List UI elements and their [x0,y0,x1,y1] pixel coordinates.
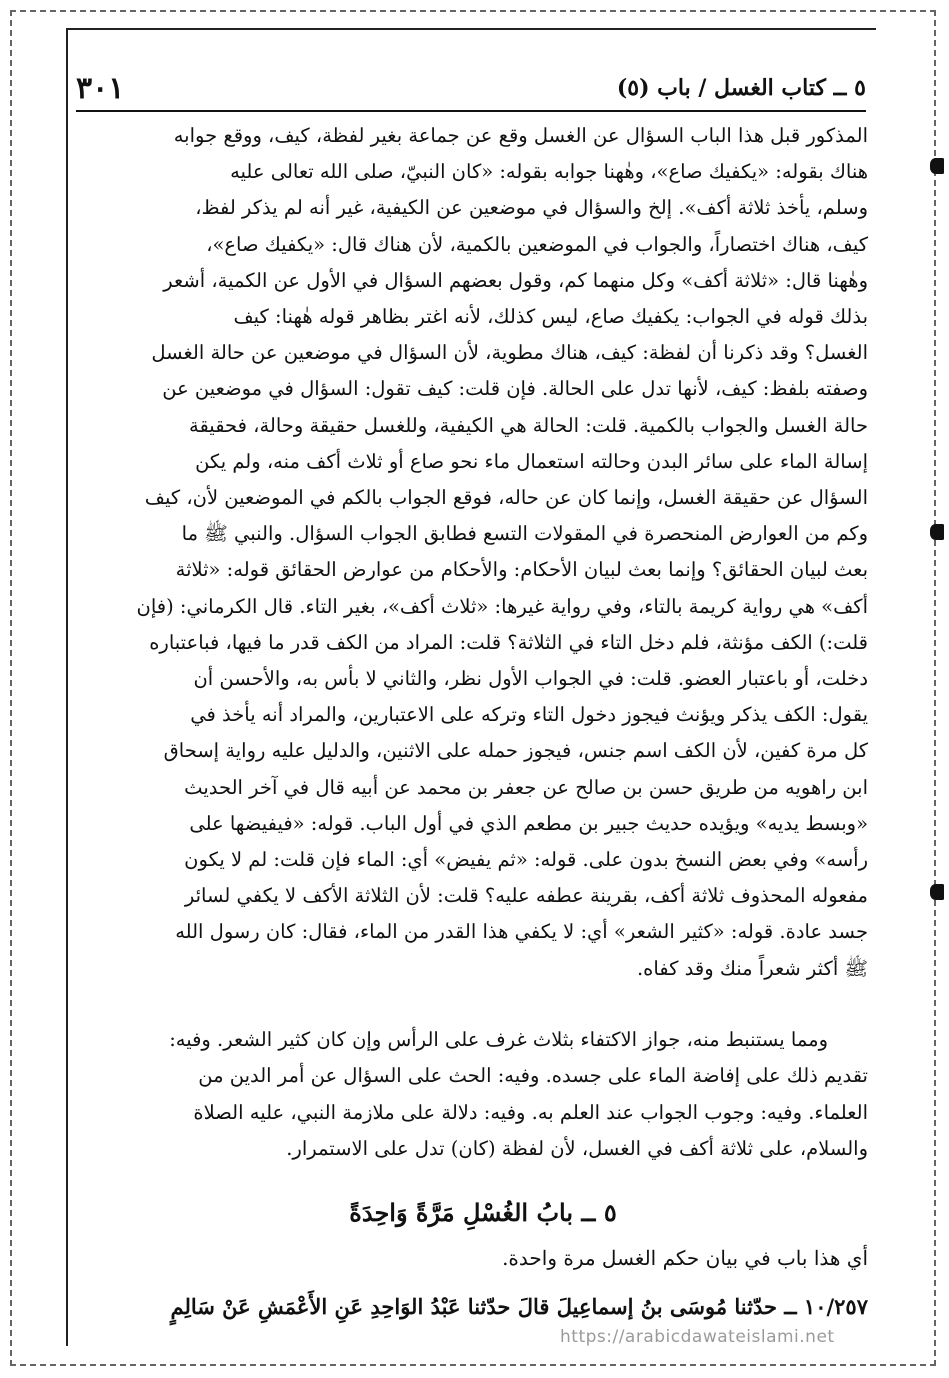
margin-mark [930,524,944,540]
hadith-isnad-line: ١٠/٢٥٧ ــ حدّثنا مُوسَى بنُ إسماعِيلَ قالَ حدّثنا عَبْدُ الوَاحِدِ عَنِ الأَعْمَشِ عَنْ سَالِمٍ [170,1294,868,1319]
text-line: وهٰهنا قال: «ثلاثة أكف» وكل منهما كم، وقول بعضهم السؤال في الأول عن الكمية، أشعر [163,268,868,292]
text-line: المذكور قبل هذا الباب السؤال عن الغسل وقع عن جماعة بغير لفظة، كيف، ووقع جوابه [173,124,868,147]
text-line: هناك بقوله: «يكفيك صاع»، وهٰهنا جوابه بقوله: «كان النبيّ، صلى الله تعالى عليه [230,160,868,184]
text-line: العلماء. وفيه: وجوب الجواب عند العلم به. وفيه: دلالة على ملازمة النبي، عليه الصلاة [193,1100,868,1124]
text-line: ومما يستنبط منه، جواز الاكتفاء بثلاث غرف على الرأس وإن كان كثير الشعر. وفيه: [169,1028,828,1051]
watermark-url: https://arabicdawateislami.net [560,1327,835,1347]
text-line: بذلك قوله في الجواب: يكفيك صاع، ليس كذلك، لأنه اغتر بظاهر قوله هٰهنا: كيف [233,305,868,329]
margin-mark [930,884,944,900]
text-line: «وبسط يديه» ويؤيده حديث جبير بن مطعم الذي في أول الباب. قوله: «فيفيضها على [189,811,868,835]
text-line: حالة الغسل والجواب بالكمية. قلت: الحالة هي الكيفية، وللغسل حقيقة وحالة، فحقيقة [188,413,868,437]
text-line: قلت:) الكف مؤنثة، فلم دخل التاء في الثلاثة؟ قلت: المراد من الكف قدر ما فيها، فباعتباره [149,630,868,654]
commentary-paragraph [98,118,868,987]
page-number: ٣٠١ [76,70,125,106]
chapter-description: أي هذا باب في بيان حكم الغسل مرة واحدة. [502,1246,868,1270]
chapter-heading: ٥ ــ بابُ الغُسْلِ مَرَّةً وَاحِدَةً [349,1198,617,1227]
text-line: السؤال عن حقيقة الغسل، وإنما كان عن حاله، فوقع الجواب بالكم في الموضعين لأن، كيف [144,486,868,510]
running-title: ٥ ــ كتاب الغسل / باب (٥) [616,75,866,101]
text-line: رأسه» وفي بعض النسخ بدون على. قوله: «ثم يفيض» أي: الماء فإن قلت: لم لا يكون [184,848,868,872]
text-line: بعث لبيان الحقائق؟ وإنما بعث لبيان الأحكام: والأحكام من عوارض الحقائق قوله: «ثلاثة [175,558,868,582]
text-line: تقديم ذلك على إفاضة الماء على جسده. وفيه: الحث على السؤال عن أمر الدين من [198,1064,868,1088]
text-line: كيف، هناك اختصاراً، والجواب في الموضعين بالكمية، لأن هناك قال: «يكفيك صاع»، [206,232,868,256]
page-header [76,66,866,112]
margin-mark [930,158,944,174]
text-line: وكم من العوارض المنحصرة في المقولات التسع فطابق الجواب السؤال. والنبي ﷺ ما [181,522,868,546]
text-line: كل مرة كفين، لأن الكف اسم جنس، فيجوز حمله على الاثنين، والدليل عليه رواية إسحاق [163,739,868,763]
text-line: دخلت، أو باعتبار العضو. قلت: في الجواب الأول نظر، والثاني لا بأس به، والأحسن أن [193,667,868,691]
text-line: مفعوله المحذوف ثلاثة أكف، بقرينة عطفه عليه؟ قلت: لأن الثلاثة الأكف لا يكفي لسائر [184,884,868,908]
text-line: جسد عادة. قوله: «كثير الشعر» أي: لا يكفي هذا القدر من الماء، فقال: كان رسول الله [175,920,868,944]
text-line: وسلم، يأخذ ثلاثة أكف». إلخ والسؤال في موضعين عن الكيفية، غير أنه لم يذكر لفظ، [195,196,868,220]
text-line: الغسل؟ وقد ذكرنا أن لفظة: كيف، هناك مطوية، لأن السؤال في موضعين عن حالة الغسل [151,341,868,365]
text-line: إسالة الماء على سائر البدن وحالته استعمال ماء نحو صاع أو ثلاث أكف منه، ولم يكن [195,449,868,473]
text-line: ﷺ أكثر شعراً منك وقد كفاه. [636,956,868,980]
text-line: ابن راهويه من طريق حسن بن صالح عن جعفر بن محمد عن أبيه قال في آخر الحديث [184,775,868,799]
derived-rulings-paragraph [98,1022,868,1168]
text-line: والسلام، على ثلاثة أكف في الغسل، لأن لفظة (كان) تدل على الاستمرار. [286,1137,868,1161]
text-line: يقول: الكف يذكر ويؤنث فيجوز دخول التاء وتركه على الاعتبارين، والمراد أنه يأخذ في [190,703,868,727]
text-line: أكف» هي رواية كريمة بالتاء، وفي رواية غيرها: «ثلاث أكف»، بغير التاء. قال الكرماني: (فإن [136,594,868,618]
text-line: وصفته بلفظ: كيف، لأنها تدل على الحالة. فإن قلت: كيف تقول: السؤال في موضعين عن [162,377,868,401]
